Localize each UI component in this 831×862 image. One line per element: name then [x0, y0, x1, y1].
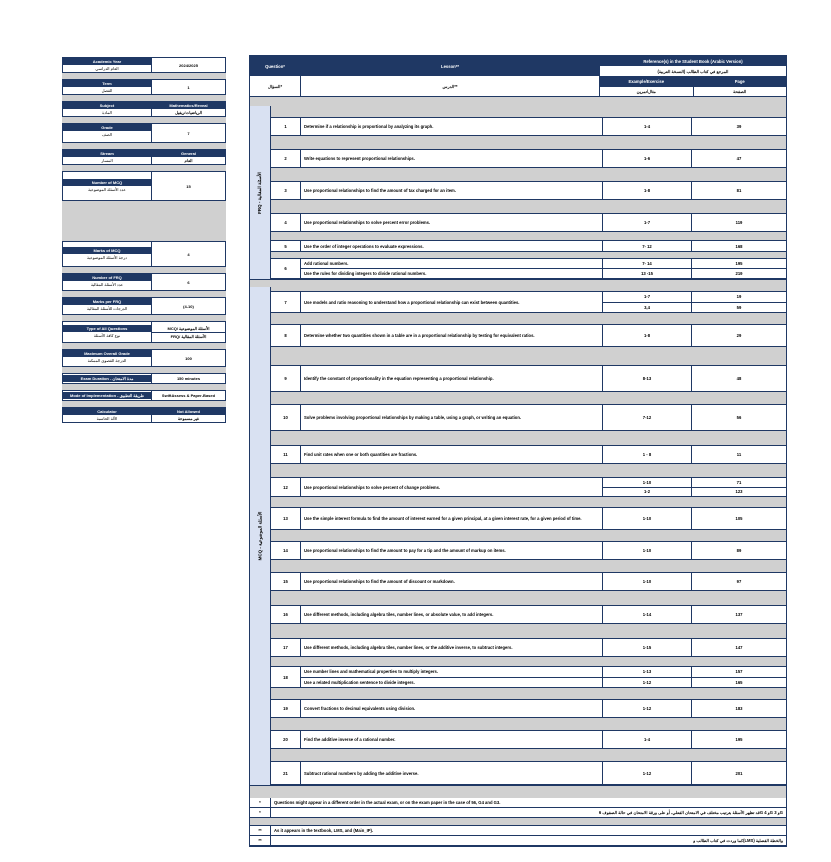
question-body	[301, 182, 786, 199]
example-ref: 1-12	[603, 678, 692, 688]
separator	[249, 786, 787, 798]
question-number: 13	[271, 508, 301, 529]
question-row	[271, 405, 786, 431]
subject-value: Mathematics/Reveal	[152, 102, 225, 109]
question-line	[301, 731, 786, 748]
question-row	[271, 542, 786, 560]
example-ref: 1-10	[603, 542, 692, 559]
lesson-text: Use models and ratio reasoning to understand how a proportional relationship can exist between quantities.	[301, 292, 603, 312]
reference-line	[603, 478, 786, 487]
example-ref: 1-8	[603, 325, 692, 346]
num-frq-label: Number of FRQ	[63, 274, 151, 281]
page-ref: 48	[736, 376, 742, 381]
implementation-block	[62, 390, 226, 401]
stream-label: Stream	[63, 150, 151, 157]
term-value: 1	[152, 80, 225, 94]
question-line	[301, 542, 786, 559]
calculator-label: Calculator	[63, 408, 151, 415]
lesson-text: Find the additive inverse of a rational number.	[301, 731, 603, 748]
separator	[249, 280, 787, 287]
page-ref: 47	[736, 156, 742, 161]
page-ref: 29	[736, 333, 742, 338]
exam-specification-table	[249, 55, 787, 851]
type-questions-block	[62, 321, 226, 343]
stream-value: General	[152, 150, 225, 157]
question-row	[271, 292, 786, 313]
header-question: Question*	[250, 56, 300, 76]
question-number: 9	[271, 366, 301, 391]
question-number: 5	[271, 241, 301, 251]
question-line	[301, 446, 786, 463]
question-row	[271, 366, 786, 392]
question-body	[301, 731, 786, 748]
mcq-section-label-cell	[250, 287, 271, 785]
footnote-text: كما وردت في كتاب الطالب و(LMS) والخطة الفصلية	[693, 838, 783, 843]
frq-section	[249, 106, 787, 280]
example-ref: 3,4	[603, 303, 692, 313]
example-ref: 7-12	[603, 405, 692, 430]
question-row	[271, 446, 786, 464]
question-body	[301, 292, 786, 312]
lesson-text: Use proportional relationships to find the amount of discount or markdown.	[301, 573, 603, 590]
row-gap	[271, 232, 786, 241]
question-row	[271, 150, 786, 168]
question-line	[301, 677, 786, 688]
question-row	[271, 259, 786, 279]
type-questions-value-mcq: MCQ/ الأسئلة الموضوعية	[167, 325, 210, 331]
footnote-row	[250, 808, 786, 818]
table-header	[249, 55, 787, 97]
question-number: 3	[271, 182, 301, 199]
separator	[62, 201, 226, 235]
example-ref: 1-4	[603, 118, 692, 135]
question-row	[271, 508, 786, 530]
reference-line	[603, 292, 786, 302]
page-ref: 56	[736, 415, 742, 420]
question-number: 18	[271, 667, 301, 687]
question-line	[301, 182, 786, 199]
header-page: Page	[694, 77, 787, 87]
page-ref: 219	[735, 271, 743, 276]
row-gap	[271, 136, 786, 150]
frq-section-label-cell	[250, 106, 271, 279]
question-line	[301, 639, 786, 656]
grade-block	[62, 123, 226, 143]
implementation-label: Mode of Implementation - طريقة التطبيق	[63, 392, 151, 399]
page-ref: 165	[735, 679, 743, 685]
header-page-ar: الصفحة	[733, 88, 747, 94]
mcq-section-label: MCQ - الأسئلة الموضوعية	[257, 511, 262, 561]
term-label-ar: الفصل	[63, 87, 151, 94]
question-body	[301, 214, 786, 231]
row-gap	[271, 313, 786, 325]
example-ref: 1-10	[603, 573, 692, 590]
marks-mcq-value: 4	[152, 242, 225, 266]
example-ref: 1-13	[603, 667, 692, 677]
mcq-section	[249, 287, 787, 786]
lesson-text: Convert fractions to decimal equivalents using division.	[301, 700, 603, 717]
question-line	[301, 405, 786, 430]
question-row	[271, 478, 786, 497]
example-ref: 7- 12	[603, 241, 692, 251]
question-line	[301, 762, 786, 784]
footnote-row	[250, 798, 786, 808]
example-ref: 1-10	[603, 508, 692, 529]
header-example-ar: مثال/تمرين	[636, 88, 656, 94]
question-line	[301, 325, 786, 346]
marks-mcq-block	[62, 241, 226, 267]
calculator-value-ar: غير مسموحة	[177, 416, 200, 421]
calculator-label-ar: الآلة الحاسبة	[63, 415, 151, 422]
question-line	[301, 508, 786, 529]
max-grade-label-ar: الدرجة القصوى الممكنة	[63, 357, 151, 364]
marks-frq-label-ar: الدرجات للأسئلة المقالية	[63, 305, 151, 312]
question-line	[301, 118, 786, 135]
question-number: 16	[271, 606, 301, 623]
row-gap	[271, 718, 786, 731]
frq-section-label: FRQ - الأسئلة المقالية	[257, 171, 262, 214]
academic-year-block	[62, 57, 226, 73]
num-frq-block	[62, 273, 226, 291]
lesson-text: Use the order of integer operations to evaluate expressions.	[301, 241, 603, 251]
page-ref: 59	[736, 304, 742, 310]
separator	[249, 97, 787, 106]
row-gap	[271, 464, 786, 478]
lesson-text: Find unit rates when one or both quantities are fractions.	[301, 446, 603, 463]
marks-frq-label: Marks per FRQ	[63, 298, 151, 305]
question-line	[301, 478, 786, 496]
subject-block	[62, 101, 226, 117]
example-ref: 13 -15	[603, 269, 692, 278]
question-line	[301, 241, 786, 251]
reference-line	[603, 302, 786, 313]
question-row	[271, 325, 786, 347]
footnote-row	[250, 826, 786, 836]
question-number: 11	[271, 446, 301, 463]
row-gap	[271, 560, 786, 573]
question-number: 20	[271, 731, 301, 748]
question-number: 19	[271, 700, 301, 717]
question-number: 12	[271, 478, 301, 496]
question-body	[301, 508, 786, 529]
reference-line	[603, 487, 786, 497]
num-mcq-value: 15	[152, 172, 225, 200]
question-line	[301, 573, 786, 590]
lesson-text: Determine whether two quantities shown in a table are in a proportional relationship by testing for equivalent ratios.	[301, 325, 603, 346]
example-ref: 1-15	[603, 639, 692, 656]
question-body	[301, 241, 786, 251]
header-example: Example/Exercise	[600, 77, 693, 87]
question-row	[271, 214, 786, 232]
row-gap	[271, 106, 786, 118]
lesson-text: Subtract rational numbers by adding the additive inverse.	[301, 762, 603, 784]
exam-duration-label: Exam Duration - مدة الامتحان	[63, 375, 151, 382]
question-number: 14	[271, 542, 301, 559]
question-number: 2	[271, 150, 301, 167]
page-ref: 89	[736, 548, 742, 553]
footnote-symbol: *	[250, 808, 271, 817]
question-row	[271, 700, 786, 718]
question-body	[301, 700, 786, 717]
question-body	[301, 259, 786, 278]
header-reference-ar: المرجع في كتاب الطالب (النسخة العربية)	[657, 68, 729, 74]
academic-year-value: 2024/2025	[152, 58, 225, 72]
example-ref: 1-14	[603, 606, 692, 623]
num-mcq-label: Number of MCQ	[63, 179, 151, 186]
header-lesson: Lesson**	[301, 56, 599, 76]
example-ref: 1-4	[603, 731, 692, 748]
row-gap	[271, 749, 786, 762]
page-ref: 195	[735, 261, 743, 266]
calculator-value: Not Allowed	[152, 408, 225, 415]
reference-column	[603, 292, 786, 312]
implementation-value: SwiftAssess & Paper-Based	[152, 391, 225, 400]
exam-duration-block	[62, 373, 226, 384]
lesson-text: Use the rules for dividing integers to divide rational numbers.	[301, 269, 603, 278]
exam-duration-value: 150 minutes	[152, 374, 225, 383]
exam-info-panel	[62, 57, 226, 423]
question-row	[271, 606, 786, 624]
question-row	[271, 762, 786, 785]
question-body	[301, 573, 786, 590]
example-ref: 1-7	[603, 292, 692, 302]
question-row	[271, 241, 786, 252]
question-body	[301, 667, 786, 687]
lesson-text: Use the simple interest formula to find the amount of interest earned for a given principal, at a given interest rate, for a given period of time.	[301, 508, 603, 529]
footnote-symbol: **	[250, 826, 271, 835]
question-body	[301, 366, 786, 391]
example-ref: 1-10	[603, 478, 692, 487]
example-ref: 1-12	[603, 700, 692, 717]
page-ref: 81	[736, 188, 742, 193]
marks-frq-value: (4-10)	[152, 298, 225, 314]
question-body	[301, 150, 786, 167]
page-ref: 137	[735, 612, 743, 617]
page-ref: 168	[735, 243, 743, 249]
row-gap	[271, 497, 786, 508]
row-gap	[271, 530, 786, 542]
page-ref: 183	[735, 706, 743, 711]
question-number: 6	[271, 259, 301, 278]
page-ref: 195	[735, 737, 743, 742]
question-body	[301, 118, 786, 135]
example-ref: 1-8	[603, 182, 692, 199]
lesson-text: Use proportional relationships to solve percent of change problems.	[301, 478, 603, 496]
lesson-text: Use proportional relationships to solve percent error problems.	[301, 214, 603, 231]
example-ref: 1-12	[603, 762, 692, 784]
question-row	[271, 573, 786, 591]
header-question-ar: السؤال*	[267, 83, 283, 89]
marks-frq-block	[62, 297, 226, 315]
question-row	[271, 667, 786, 688]
row-gap	[271, 392, 786, 405]
lesson-text: Use different methods, including algebra tiles, number lines, or the additive inverse, to subtract integers.	[301, 639, 603, 656]
marks-mcq-label: Marks of MCQ	[63, 247, 151, 254]
question-number: 10	[271, 405, 301, 430]
example-ref: 1 - 8	[603, 446, 692, 463]
footnote-symbol: **	[250, 836, 271, 845]
example-ref: 1-7	[603, 214, 692, 231]
subject-value-ar: الرياضيات/ريفيل	[175, 110, 202, 115]
question-line	[301, 606, 786, 623]
page-ref: 39	[736, 124, 742, 129]
question-number: 1	[271, 118, 301, 135]
page-ref: 105	[735, 516, 743, 521]
row-gap	[271, 168, 786, 182]
marks-mcq-label-ar: درجة الأسئلة الموضوعية	[63, 254, 151, 261]
max-grade-label: Maximum Overall Grade	[63, 350, 151, 357]
question-body	[301, 446, 786, 463]
frq-rows	[271, 106, 786, 279]
reference-column	[603, 478, 786, 496]
lesson-text: Write equations to represent proportional relationships.	[301, 150, 603, 167]
subject-label-ar: المادة	[63, 109, 151, 116]
academic-year-label: Academic Year	[63, 58, 151, 65]
example-ref: 7- 14	[603, 259, 692, 268]
lesson-text: Use proportional relationships to find the amount to pay for a tip and the amount of markup on items.	[301, 542, 603, 559]
row-gap	[271, 591, 786, 606]
example-ref: 1-2	[603, 488, 692, 497]
row-gap	[271, 347, 786, 366]
grade-label: Grade	[63, 124, 151, 131]
lesson-text: Use a related multiplication sentence to divide integers.	[301, 678, 603, 688]
mcq-rows	[271, 287, 786, 785]
question-number: 15	[271, 573, 301, 590]
question-body	[301, 405, 786, 430]
question-row	[271, 731, 786, 749]
page-ref: 97	[736, 579, 742, 584]
row-gap	[271, 252, 786, 259]
question-line	[301, 150, 786, 167]
question-number: 7	[271, 292, 301, 312]
footnote-gap	[250, 818, 786, 826]
question-body	[301, 542, 786, 559]
question-line	[301, 700, 786, 717]
type-questions-value-frq: FRQ/ الأسئلة المقالية	[152, 332, 225, 340]
lesson-text: Use different methods, including algebra tiles, number lines, or absolute value, to add integers.	[301, 606, 603, 623]
term-block	[62, 79, 226, 95]
page-ref: 71	[736, 479, 742, 485]
stream-block	[62, 149, 226, 165]
row-gap	[271, 688, 786, 700]
page-ref: 201	[735, 770, 743, 776]
lesson-text: Use proportional relationships to find the amount of tax charged for an item.	[301, 182, 603, 199]
footnote-text: قد تظهر الأسئلة بترتيب مختلف في الامتحان الفعلي، أو على ورقة الامتحان في حالة الصفوف 6G و 4G و 3G	[598, 810, 783, 815]
question-body	[301, 606, 786, 623]
footnotes	[249, 798, 787, 847]
row-gap	[271, 624, 786, 639]
question-number: 21	[271, 762, 301, 784]
page-ref: 119	[735, 220, 743, 225]
academic-year-label-ar: العام الدراسي	[63, 65, 151, 72]
page-ref: 11	[736, 452, 742, 457]
lesson-text: Determine if a relationship is proportional by analyzing its graph.	[301, 118, 603, 135]
num-mcq-label-ar: عدد الأسئلة الموضوعية	[63, 186, 151, 193]
question-row	[271, 639, 786, 657]
type-questions-label-ar: نوع كافة الأسئلة	[63, 332, 151, 339]
example-ref: 1-6	[603, 150, 692, 167]
page-ref: 157	[735, 669, 743, 675]
stream-value-ar: العام	[184, 158, 193, 163]
subject-label: Subject	[63, 102, 151, 109]
num-mcq-block	[62, 171, 226, 201]
footnote-text: As it appears in the textbook, LMS, and (Main_IP).	[274, 828, 374, 833]
question-row	[271, 182, 786, 200]
lesson-text: Identify the constant of proportionality in the equation representing a proportional relationship.	[301, 366, 603, 391]
lesson-text: Solve problems involving proportional relationships by making a table, using a graph, or writing an equation.	[301, 405, 603, 430]
footnote-text: Questions might appear in a different order in the actual exam, or on the exam paper in the case of 56, G4 and G3.	[274, 800, 501, 805]
max-grade-value: 100	[152, 350, 225, 366]
num-frq-label-ar: عدد الأسئلة المقالية	[63, 281, 151, 288]
question-number: 17	[271, 639, 301, 656]
example-ref: 8-13	[603, 366, 692, 391]
question-line	[301, 268, 786, 278]
grade-value: 7	[152, 124, 225, 142]
question-body	[301, 639, 786, 656]
header-lesson-ar: الدرس**	[442, 83, 458, 89]
question-line	[301, 214, 786, 231]
header-reference: Reference(s) in the Student Book (Arabic Version)	[600, 56, 786, 66]
type-questions-label: Type of All Questions	[63, 325, 151, 332]
max-grade-block	[62, 349, 226, 367]
question-body	[301, 325, 786, 346]
question-line	[301, 667, 786, 677]
question-row	[271, 118, 786, 136]
footnote-row	[250, 836, 786, 846]
grade-label-ar: الصف	[63, 131, 151, 138]
page-ref: 123	[735, 489, 743, 495]
question-line	[301, 366, 786, 391]
footnote-symbol: *	[250, 798, 271, 807]
calculator-block	[62, 407, 226, 423]
question-line	[301, 259, 786, 268]
row-gap	[271, 200, 786, 214]
lesson-text: Use number lines and mathematical properties to multiply integers.	[301, 667, 603, 677]
question-number: 8	[271, 325, 301, 346]
lesson-text: Add rational numbers.	[301, 259, 603, 268]
page-ref: 19	[736, 294, 742, 300]
num-frq-value: 6	[152, 274, 225, 290]
question-line	[301, 292, 786, 312]
row-gap	[271, 657, 786, 667]
stream-label-ar: المسار	[63, 157, 151, 164]
row-gap	[271, 431, 786, 446]
term-label: Term	[63, 80, 151, 87]
page-ref: 147	[735, 645, 743, 650]
question-number: 4	[271, 214, 301, 231]
question-body	[301, 762, 786, 784]
question-body	[301, 478, 786, 496]
